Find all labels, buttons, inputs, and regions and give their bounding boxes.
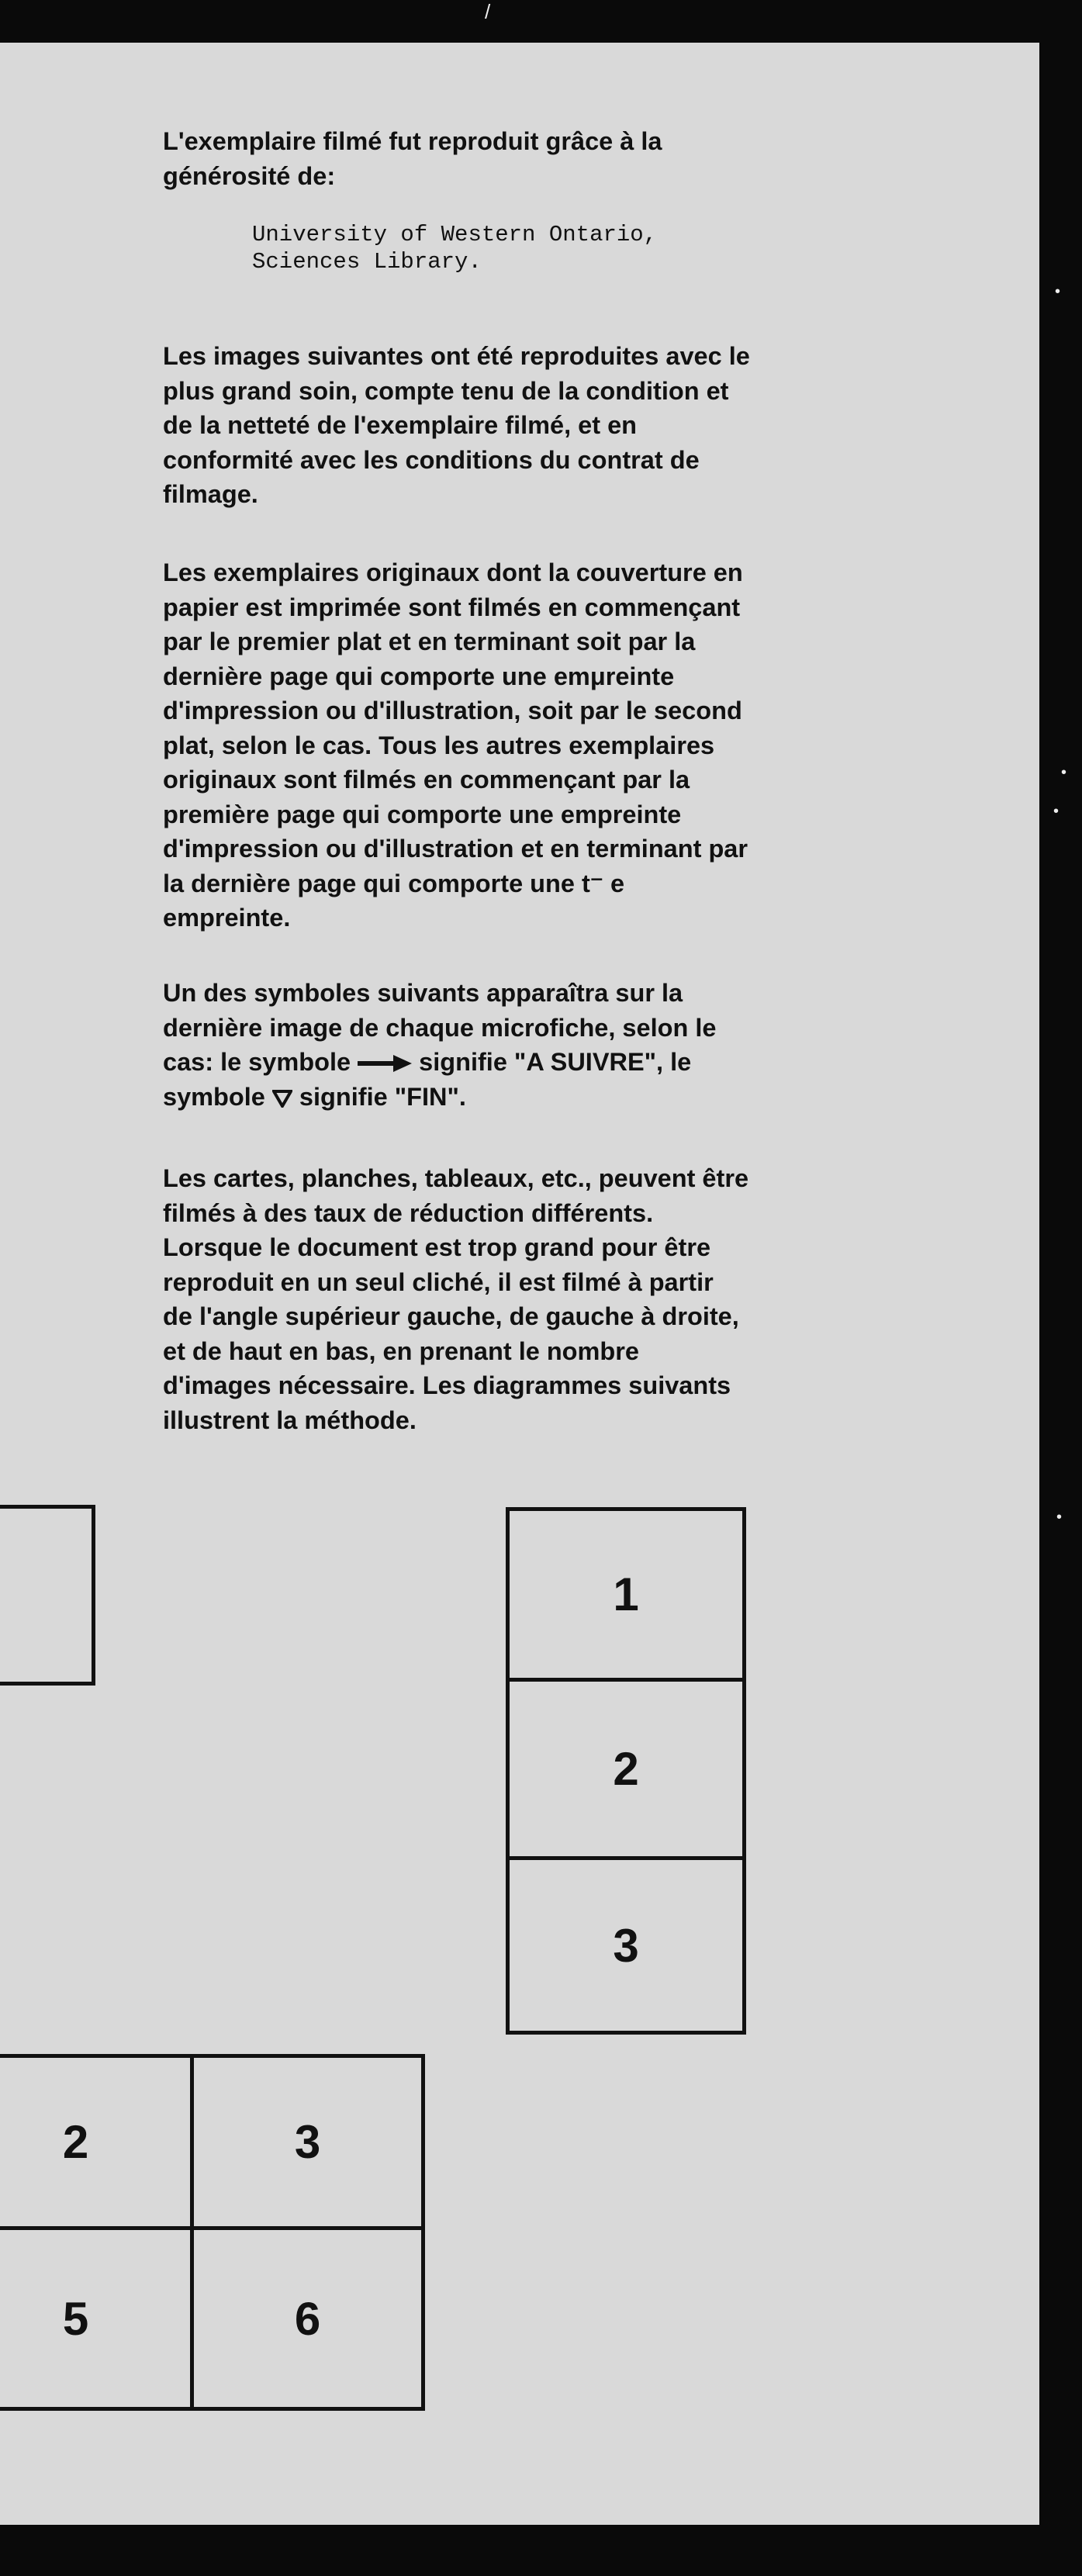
grid-cell-2: 2 (62, 2116, 89, 2168)
scan-artifact: • (1055, 283, 1061, 300)
grid-cell-5: 5 (62, 2292, 89, 2345)
diagram-cell-2: 2 (613, 1743, 639, 1795)
triangle-down-icon (272, 1089, 292, 1108)
grid-cell-6: 6 (294, 2292, 321, 2345)
diagram-cell-1: 1 (613, 1568, 639, 1620)
library-name: University of Western Ontario, Sciences Library. (252, 222, 658, 275)
diagram-cell-3: 3 (613, 1919, 639, 1972)
scan-artifact: / (485, 0, 491, 23)
paragraph-1: Les images suivantes ont été reproduites avec le plus grand soin, compte tenu de la condition et de la netteté de l'exemplaire filmé, et en conformité avec les conditions du contrat de filmage. (163, 342, 750, 508)
scan-artifact: • (1053, 803, 1060, 820)
intro-text: L'exemplaire filmé fut reproduit grâce à la générosité de: (163, 127, 662, 190)
scan-artifact: • (1061, 764, 1067, 781)
arrow-right-icon (358, 1055, 412, 1072)
grid-cell-3: 3 (294, 2116, 321, 2168)
paragraph-4: Les cartes, planches, tableaux, etc., peuvent être filmés à des taux de réduction différents. Lorsque le document est trop grand pour être reproduit en un seul cliché, il est filmé à partir de l'angle supérieur gauche, de gauche à droite, et de haut en bas, en prenant le nombre d'images nécessaire. Les diagrammes suivants illustrent la méthode. (163, 1164, 749, 1434)
scan-artifact: • (1056, 1509, 1063, 1526)
partial-diagram-box (0, 1505, 95, 1686)
paragraph-2: Les exemplaires originaux dont la couverture en papier est imprimée sont filmés en commençant par le premier plat et en terminant soit par la dernière page qui comporte une emμreinte d'impression ou d'illustration, soit par le second plat, selon le cas. Tous les autres exemplaires originaux sont filmés en commençant par la première page qui comporte une empreinte d'impression ou d'illustration et en terminant par la dernière page qui comporte une t⁻ e empreinte. (163, 558, 748, 932)
paragraph-3: Un des symboles suivants apparaîtra sur la dernière image de chaque microfiche, selon le cas: le symbole signifie "A SUIVRE", le symbole signifie "FIN". (163, 979, 717, 1111)
